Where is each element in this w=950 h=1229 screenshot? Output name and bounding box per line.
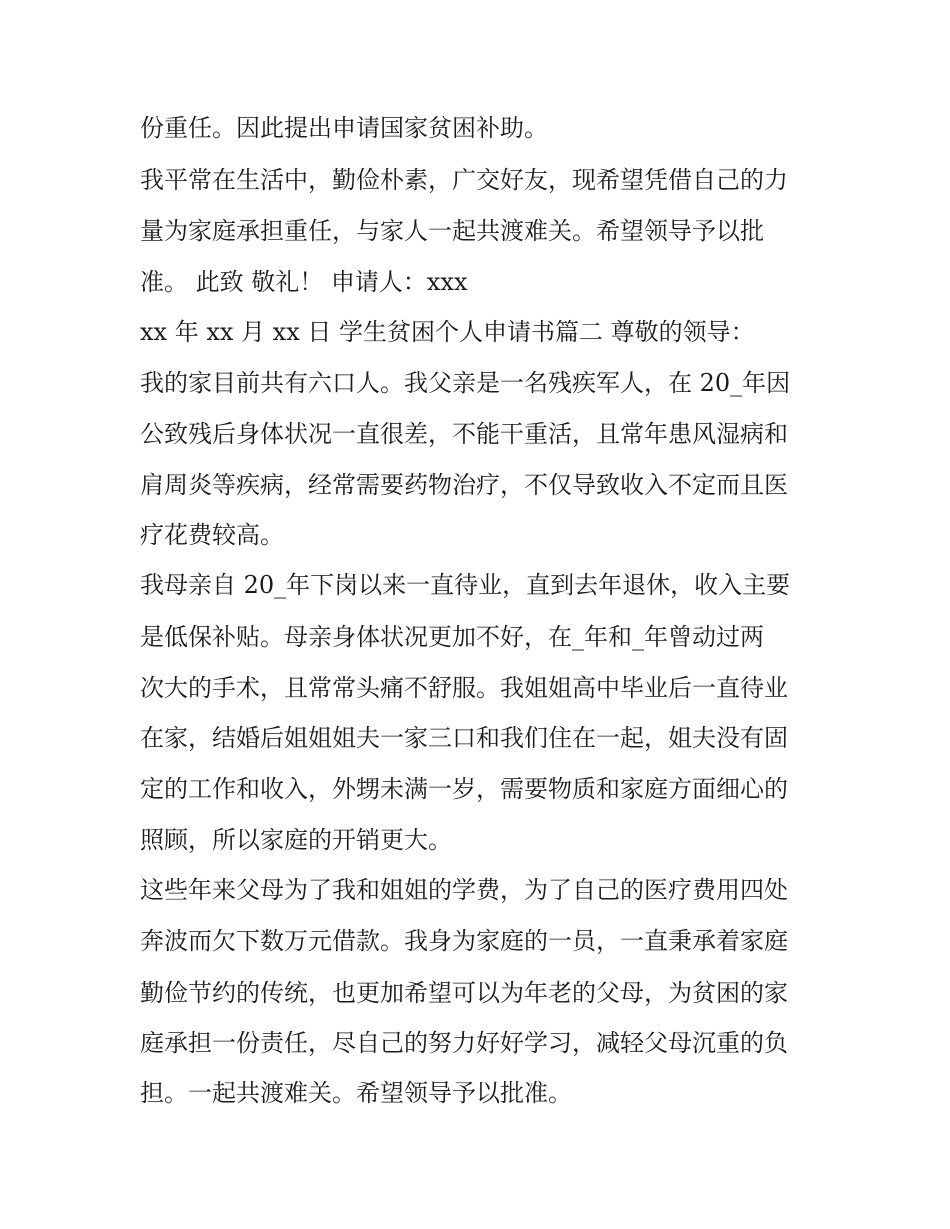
text-line: 疗花费较高。 bbox=[140, 521, 284, 549]
text-line: 这些年来父母为了我和姐姐的学费，为了自己的医疗费用四处 bbox=[140, 876, 788, 904]
text-line: 定的工作和收入，外甥未满一岁，需要物质和家庭方面细心的 bbox=[140, 775, 788, 803]
text-line: 准。 此致 敬礼！ 申请人：xxx bbox=[140, 268, 468, 296]
text-line: 肩周炎等疾病，经常需要药物治疗，不仅导致收入不定而且医 bbox=[140, 471, 788, 499]
text-line: 庭承担一份责任，尽自己的努力好好学习，减轻父母沉重的负 bbox=[140, 1029, 788, 1057]
text-line: 担。一起共渡难关。希望领导予以批准。 bbox=[140, 1079, 572, 1107]
text-line: 份重任。因此提出申请国家贫困补助。 bbox=[140, 114, 548, 142]
text-line: 我平常在生活中，勤俭朴素，广交好友，现希望凭借自己的力 bbox=[140, 166, 788, 194]
text-line: 奔波而欠下数万元借款。我身为家庭的一员，一直秉承着家庭 bbox=[140, 927, 788, 955]
text-line: xx 年 xx 月 xx 日 学生贫困个人申请书篇二 尊敬的领导： bbox=[140, 318, 755, 346]
text-line: 次大的手术，且常常头痛不舒服。我姐姐高中毕业后一直待业 bbox=[140, 674, 788, 702]
text-line: 量为家庭承担重任，与家人一起共渡难关。希望领导予以批 bbox=[140, 217, 764, 245]
text-line: 勤俭节约的传统，也更加希望可以为年老的父母，为贫困的家 bbox=[140, 979, 788, 1007]
text-line: 照顾，所以家庭的开销更大。 bbox=[140, 826, 452, 854]
text-line: 在家，结婚后姐姐姐夫一家三口和我们住在一起，姐夫没有固 bbox=[140, 724, 788, 752]
text-line: 是低保补贴。母亲身体状况更加不好，在_年和_年曾动过两 bbox=[140, 623, 764, 651]
text-line: 我的家目前共有六口人。我父亲是一名残疾军人，在 20_年因 bbox=[140, 369, 791, 397]
text-line: 公致残后身体状况一直很差，不能干重活，且常年患风湿病和 bbox=[140, 420, 788, 448]
text-line: 我母亲自 20_年下岗以来一直待业，直到去年退休，收入主要 bbox=[140, 571, 791, 599]
